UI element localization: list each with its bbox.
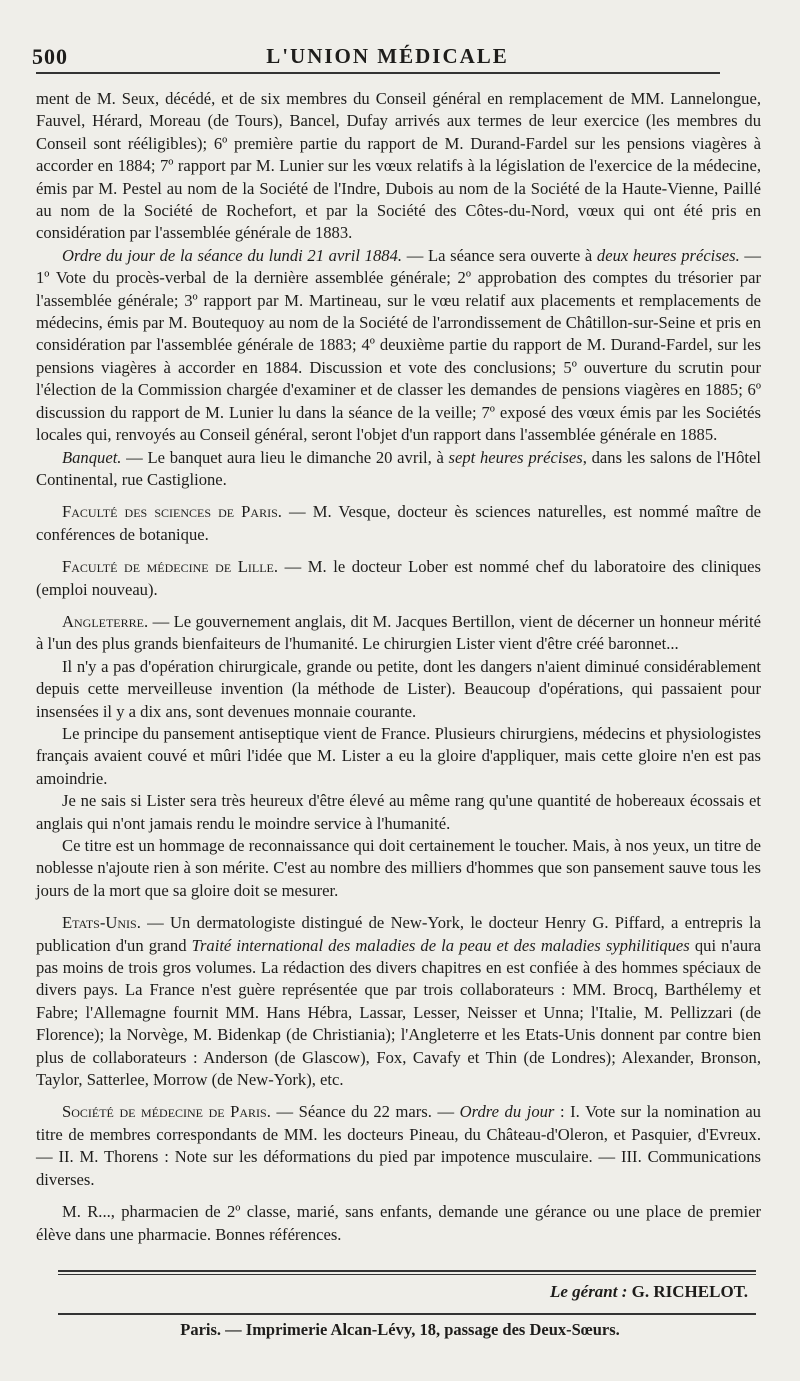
paragraph-pharmacien-ad: M. R..., pharmacien de 2º classe, marié, sans enfants, demande une gérance ou une place de premier élève dans une pharmacie. Bonnes références. bbox=[36, 1202, 761, 1244]
page-number: 500 bbox=[32, 44, 68, 69]
paragraph-hobereaux: Je ne sais si Lister sera très heureux d'être élevé au même rang qu'une quantité de hobereaux écossais et anglais qui n'ont jamais rendu le moindre service à l'humanité. bbox=[36, 791, 761, 833]
etats-unis-heading: Etats-Unis. bbox=[62, 913, 141, 933]
paragraph-angleterre: Angleterre. — Le gouvernement anglais, dit M. Jacques Bertillon, vient de décerner un honneur mérité à l'un des plus grands bienfaiteurs de l'humanité. Le chirurgien Lister vient d'être créé baronnet... bbox=[36, 611, 761, 654]
journal-title: L'UNION MÉDICALE bbox=[266, 44, 509, 68]
paragraph-antiseptic: Le principe du pansement antiseptique vient de France. Plusieurs chirurgiens, médecins et physiologistes français avaient couvé et mûri l'idée que M. Lister a eu la gloire d'appliquer, mais cette gloire n'en est pas amoindrie. bbox=[36, 723, 761, 788]
faculte-sciences-heading: Faculté des sciences de Paris. bbox=[62, 502, 282, 522]
paragraph-banquet: Banquet. — Le banquet aura lieu le dimanche 20 avril, à sept heures précises, dans les salons de l'Hôtel Continental, rue Castiglione. bbox=[36, 447, 762, 489]
banquet-heading: Banquet. bbox=[62, 447, 122, 467]
gerant-signature: Le gérant : G. RICHELOT. bbox=[549, 1282, 748, 1301]
article-body bbox=[36, 88, 761, 1246]
footer-rule-top-thin bbox=[58, 1274, 756, 1275]
paragraph-assembly-agenda: ment de M. Seux, décédé, et de six membres du Conseil général en remplacement de MM. Lannelongue, Fauvel, Hérard, Moreau (de Tours), Bancel, Dufay arrivés aux termes de leur exercice (les membres du Conseil sont rééligibles); 6º première partie du rapport de M. Durand-Fardel sur les pensions viagères à accorder en 1884; 7º rapport par M. Lunier sur les vœux relatifs à la législation de l'exercice de la médecine, émis par M. Pestel au nom de la Société de l'Indre, Dubois au nom de la Société de la Haute-Vienne, Paillé au nom de la Société de Rochefort, et par la Société des Côtes-du-Nord, vœux qui ont été pris en considération par l'assemblée générale de 1883. bbox=[36, 89, 761, 243]
footer-rule-top bbox=[58, 1270, 756, 1272]
societe-medecine-heading: Société de médecine de Paris. bbox=[62, 1102, 271, 1122]
running-header bbox=[30, 36, 745, 76]
header-rule bbox=[36, 72, 720, 74]
paragraph-societe-medecine: Société de médecine de Paris. — Séance du 22 mars. — Ordre du jour : I. Vote sur la nomination au titre de membres correspondants de MM. les docteurs Pineau, du Château-d'Oleron, et Pasquier, d'Evreux. — II. M. Thorens : Note sur les déformations du pied par impotence musculaire. — III. Communications diverses. bbox=[36, 1102, 761, 1189]
imprint-line: Paris. — Imprimerie Alcan-Lévy, 18, passage des Deux-Sœurs. bbox=[180, 1320, 620, 1339]
paragraph-faculte-sciences: Faculté des sciences de Paris. — M. Vesque, docteur ès sciences naturelles, est nommé maître de conférences de botanique. bbox=[36, 502, 762, 544]
paragraph-lister-method: Il n'y a pas d'opération chirurgicale, grande ou petite, dont les dangers n'aient diminué considérablement depuis cette merveilleuse invention (la méthode de Lister). Beaucoup d'opérations, qui passaient pour insensées il y a dix ans, sont devenues monnaie courante. bbox=[36, 656, 761, 721]
paragraph-etats-unis: Etats-Unis. — Un dermatologiste distingué de New-York, le docteur Henry G. Piffard, a entrepris la publication d'un grand Traité international des maladies de la peau et des maladies syphilitiques qui n'aura pas moins de trois gros volumes. La rédaction des divers chapitres en est confiée à des hommes spéciaux de divers pays. La France n'est guère représentée que par trois collaborateurs : MM. Brocq, Barthélemy et Fabre; l'Allemagne fournit MM. Hans Hébra, Lassar, Lesser, Neisser et Unna; l'Italie, M. Pellizzari (de Florence); la Norvège, M. Bidenkap (de Christiania); l'Angleterre et les Etats-Unis donnent par contre bien plus de collaborateurs : Anderson (de Glascow), Fox, Cavafy et Thin (de Londres); Alexander, Bronson, Taylor, Satterlee, Morrow (de New-York), etc. bbox=[36, 913, 762, 1090]
order-of-day-heading: Ordre du jour de la séance du lundi 21 avril 1884. bbox=[62, 245, 403, 265]
angleterre-heading: Angleterre. bbox=[62, 611, 149, 631]
footer-rule-bottom bbox=[58, 1313, 756, 1315]
paragraph-faculte-medecine: Faculté de médecine de Lille. — M. le docteur Lober est nommé chef du laboratoire des cliniques (emploi nouveau). bbox=[36, 557, 761, 599]
faculte-medecine-heading: Faculté de médecine de Lille. bbox=[62, 557, 279, 577]
paragraph-order-of-day: Ordre du jour de la séance du lundi 21 avril 1884. — La séance sera ouverte à deux heures précises. — 1º Vote du procès-verbal de la dernière assemblée générale; 2º approbation des comptes du trésorier par l'assemblée générale; 3º rapport par M. Martineau, sur le vœu relatif aux placements et remplacements de médecins, émis par M. Boutequoy au nom de la Société de l'arrondissement de Châtillon-sur-Seine et pris en considération par l'assemblée générale de 1883; 4º deuxième partie du rapport de M. Durand-Fardel, sur les pensions viagères à accorder en 1884. Discussion et vote des conclusions; 5º ouverture du scrutin pour l'élection de la Commission chargée d'examiner et de classer les demandes de pensions viagères en 1885; 6º discussion du rapport de M. Lunier lu dans la séance de la veille; 7º exposé des vœux émis par les Sociétés locales qui, renvoyés au Conseil général, seront l'objet d'un rapport dans l'assemblée générale en 1885. bbox=[36, 245, 762, 445]
paragraph-titre: Ce titre est un hommage de reconnaissance qui doit certainement le toucher. Mais, à nos yeux, un titre de noblesse n'ajoute rien à son mérite. C'est au nombre des milliers d'hommes que son pansement sauve tous les jours de la mort que sa gloire doit se mesurer. bbox=[36, 836, 761, 900]
